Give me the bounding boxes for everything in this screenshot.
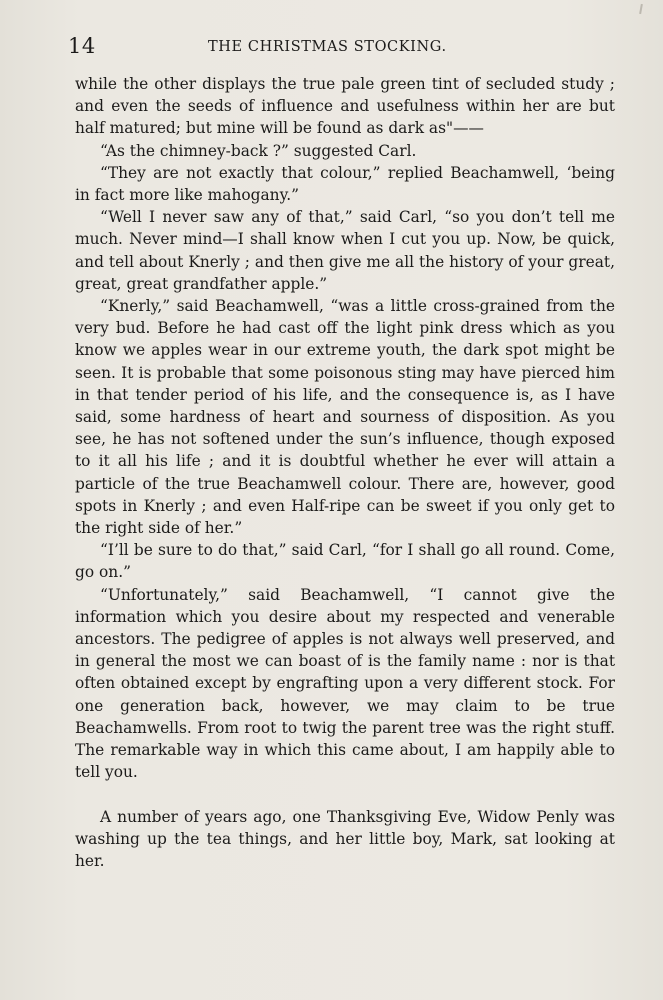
page-header <box>68 34 615 64</box>
paragraph: “Unfortunately,” said Beachamwell, “I cannot give the information which you desire about my respected and venerable ancestors. The pedigree of apples is not always well preserved, and in general the most we can boast of is the family name : nor is that often obtained except by engrafting upon a very different stock. For one generation back, however, we may claim to be true Beachamwells. From root to twig the parent tree was the right stuff. The remarkable way in which this came about, I am happily able to tell you. <box>75 585 615 782</box>
body-text <box>75 73 615 872</box>
paragraph-continued: while the other displays the true pale green tint of secluded study ; and even the seeds of influence and usefulness within her are but half matured; but mine will be found as dark as"—— <box>75 75 615 138</box>
paragraph: “Well I never saw any of that,” said Carl, “so you don’t tell me much. Never mind—I shall know when I cut you up. Now, be quick, and tell about Knerly ; and then give me all the history of your great, great, great grandfather apple.” <box>75 208 615 293</box>
paragraph: “As the chimney-back ?” suggested Carl. <box>100 141 417 160</box>
paragraph: “They are not exactly that colour,” replied Beachamwell, ‘being in fact more like mahogany.” <box>75 163 615 205</box>
paragraph: “Knerly,” said Beachamwell, “was a little cross-grained from the very bud. Before he had cast off the light pink dress which as you know we apples wear in our extreme youth, the dark spot might be seen. It is probable that some poisonous sting may have pierced him in that tender period of his life, and the consequence is, as I have said, some hardness of heart and sourness of disposition. As you see, he has not softened under the sun’s influence, though exposed to it all his life ; and it is doubtful whether he ever will attain a particle of the true Beachamwell colour. There are, however, good spots in Knerly ; and even Half-ripe can be sweet if you only get to the right side of her.” <box>75 297 615 538</box>
paragraph: “I’ll be sure to do that,” said Carl, “for I shall go all round. Come, go on.” <box>75 541 615 582</box>
page-number: 14 <box>68 34 96 58</box>
paragraph-new-section: A number of years ago, one Thanksgiving Eve, Widow Penly was washing up the tea things, and her little boy, Mark, sat looking at her. <box>75 807 615 870</box>
page-speck <box>639 4 643 14</box>
running-title: THE CHRISTMAS STOCKING. <box>208 39 447 55</box>
